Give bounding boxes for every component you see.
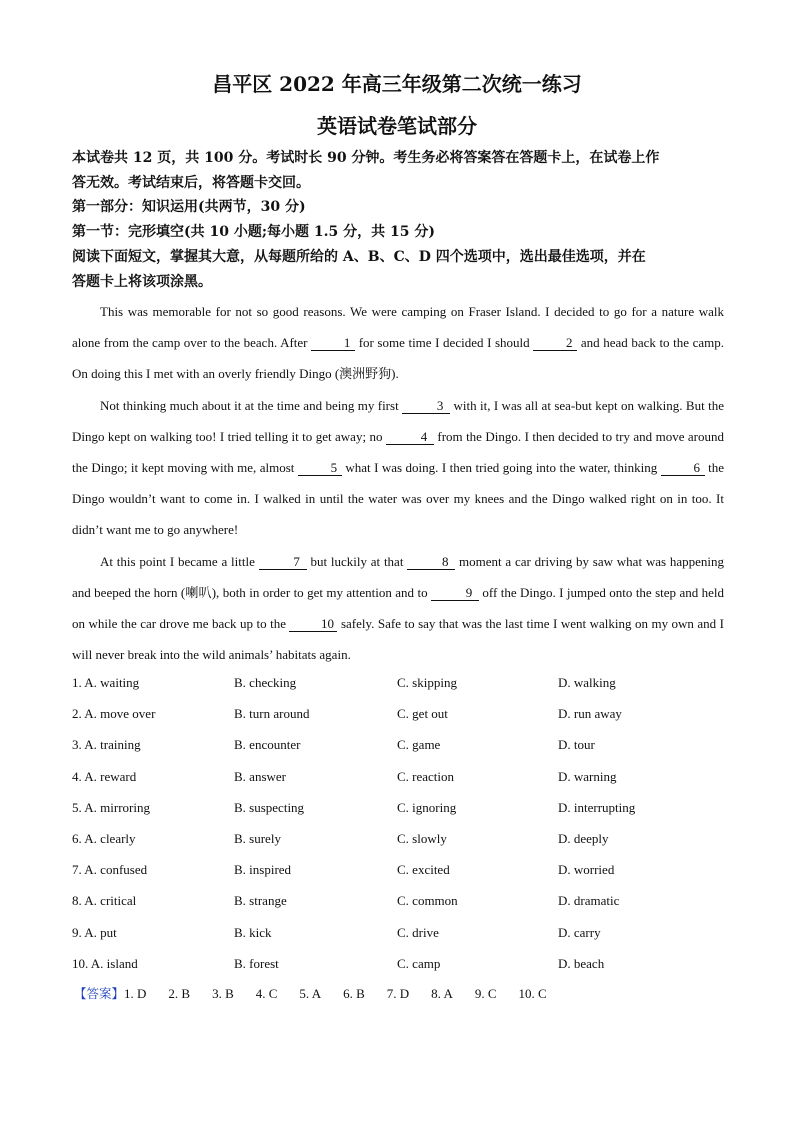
option-d: D. tour bbox=[558, 737, 595, 753]
option-b: B. strange bbox=[234, 893, 287, 909]
answer-item: 7. D bbox=[386, 986, 410, 1001]
answer-item: 2. B bbox=[168, 986, 191, 1001]
option-row bbox=[72, 667, 732, 698]
blank-3: 3 bbox=[402, 399, 450, 414]
option-b: B. turn around bbox=[234, 706, 310, 722]
option-a: 10. A. island bbox=[72, 955, 138, 971]
blank-6: 6 bbox=[661, 461, 705, 476]
option-c: C. skipping bbox=[397, 675, 457, 690]
answer-item: 4. C bbox=[255, 986, 278, 1001]
passage-paragraph-1: This was memorable for not so good reasons. We were camping on Fraser Island. I decided to go for a nature walk alone from the camp over to the beach. After 1 for some time I decided I should 2 and head back to the camp. On doing this I met with an overly friendly Dingo (澳洲野狗). bbox=[72, 304, 725, 382]
option-c: C. get out bbox=[397, 706, 448, 722]
answer-item: 5. A bbox=[299, 986, 322, 1001]
blank-2: 2 bbox=[533, 336, 577, 351]
blank-1: 1 bbox=[311, 336, 355, 351]
blank-9: 9 bbox=[431, 586, 479, 601]
answer-item: 8. A bbox=[431, 986, 453, 1001]
exam-subtitle: 英语试卷笔试部分 bbox=[317, 114, 477, 138]
option-c: C. common bbox=[397, 893, 458, 909]
passage-paragraph-2: Not thinking much about it at the time and being my first 3 with it, I was all at sea-but kept on walking. But the Dingo kept on walking too! I tried telling it to get away; no 4 from the Dingo. I then decided to try and move around the Dingo; it kept moving with me, almost 5 what I was doing. I then tried going into the water, thinking 6 the Dingo wouldn’t want to come in. I walked in until the water was over my knees and the Dingo walked right on in too. It didn’t want me to go anywhere! bbox=[72, 397, 725, 538]
answer-item: 9. C bbox=[474, 986, 497, 1001]
answer-item: 10. C bbox=[518, 986, 547, 1001]
option-b: B. kick bbox=[234, 924, 272, 940]
instruction-line: 本试卷共 12 页，共 100 分。考试时长 90 分钟。考生务必将答案答在答题卡上，在试卷上作 bbox=[72, 150, 660, 166]
option-d: D. worried bbox=[558, 862, 615, 878]
option-a: 2. A. move over bbox=[72, 706, 156, 722]
blank-10: 10 bbox=[289, 617, 337, 632]
option-a: 8. A. critical bbox=[72, 893, 137, 909]
option-b: B. inspired bbox=[234, 862, 292, 878]
option-row bbox=[72, 948, 732, 979]
answer-label: 【答案】 bbox=[74, 986, 125, 1001]
option-a: 4. A. reward bbox=[72, 768, 137, 784]
option-b: B. forest bbox=[234, 955, 279, 971]
option-row bbox=[72, 854, 732, 885]
option-c: C. game bbox=[397, 737, 441, 753]
option-c: C. camp bbox=[397, 955, 441, 971]
option-a: 3. A. training bbox=[72, 737, 141, 753]
option-d: D. beach bbox=[558, 955, 605, 971]
option-a: 9. A. put bbox=[72, 924, 117, 940]
option-d: D. walking bbox=[558, 675, 616, 690]
blank-4: 4 bbox=[386, 430, 434, 445]
option-row bbox=[72, 729, 732, 760]
answer-item: 6. B bbox=[343, 986, 365, 1001]
answer-key bbox=[74, 980, 569, 1008]
answer-item: 1. D bbox=[124, 986, 147, 1001]
instruction-line: 阅读下面短文，掌握其大意，从每题所给的 A、B、C、D 四个选项中，选出最佳选项，并在 bbox=[72, 248, 646, 265]
instruction-line: 答题卡上将该项涂黑。 bbox=[72, 273, 212, 290]
option-row bbox=[72, 792, 732, 823]
option-row bbox=[72, 698, 732, 729]
option-d: D. interrupting bbox=[558, 799, 636, 815]
option-b: B. checking bbox=[234, 675, 297, 690]
options-list bbox=[72, 667, 732, 979]
option-d: D. deeply bbox=[558, 830, 609, 846]
option-c: C. excited bbox=[397, 862, 450, 878]
option-c: C. ignoring bbox=[397, 799, 457, 815]
passage-paragraph-3: At this point I became a little 7 but luckily at that 8 moment a car driving by saw what was happening and beeped the horn (喇叭), both in order to get my attention and to 9 off the Dingo. I jumped onto the step and held on while the car drove me back up to the 10 safely. Safe to say that was the last time I went walking on my own and I will never break into the wild animals’ habitats again. bbox=[72, 553, 725, 663]
exam-title: 昌平区 2022 年高三年级第二次统一练习 bbox=[212, 72, 582, 96]
section-heading: 第一部分：知识运用(共两节，30 分) bbox=[72, 199, 306, 216]
instructions-block bbox=[72, 146, 722, 294]
option-b: B. suspecting bbox=[234, 799, 305, 815]
option-c: C. reaction bbox=[397, 768, 455, 784]
option-b: B. encounter bbox=[234, 737, 301, 753]
option-d: D. run away bbox=[558, 706, 622, 722]
option-b: B. surely bbox=[234, 830, 281, 846]
option-c: C. slowly bbox=[397, 830, 447, 846]
subsection-heading: 第一节：完形填空(共 10 小题;每小题 1.5 分，共 15 分) bbox=[72, 224, 435, 241]
option-a: 7. A. confused bbox=[72, 862, 148, 878]
option-d: D. dramatic bbox=[558, 893, 620, 909]
option-c: C. drive bbox=[397, 924, 439, 940]
answer-item: 3. B bbox=[212, 986, 234, 1001]
option-a: 1. A. waiting bbox=[72, 675, 140, 690]
option-a: 5. A. mirroring bbox=[72, 799, 150, 815]
blank-7: 7 bbox=[259, 555, 307, 570]
cloze-passage bbox=[72, 296, 724, 670]
option-row bbox=[72, 917, 732, 948]
blank-5: 5 bbox=[298, 461, 342, 476]
blank-8: 8 bbox=[407, 555, 455, 570]
option-d: D. carry bbox=[558, 924, 601, 940]
option-a: 6. A. clearly bbox=[72, 830, 136, 846]
option-row bbox=[72, 761, 732, 792]
option-row bbox=[72, 823, 732, 854]
option-row bbox=[72, 885, 732, 916]
instruction-line: 答无效。考试结束后，将答题卡交回。 bbox=[72, 174, 310, 191]
option-d: D. warning bbox=[558, 768, 617, 784]
option-b: B. answer bbox=[234, 768, 286, 784]
